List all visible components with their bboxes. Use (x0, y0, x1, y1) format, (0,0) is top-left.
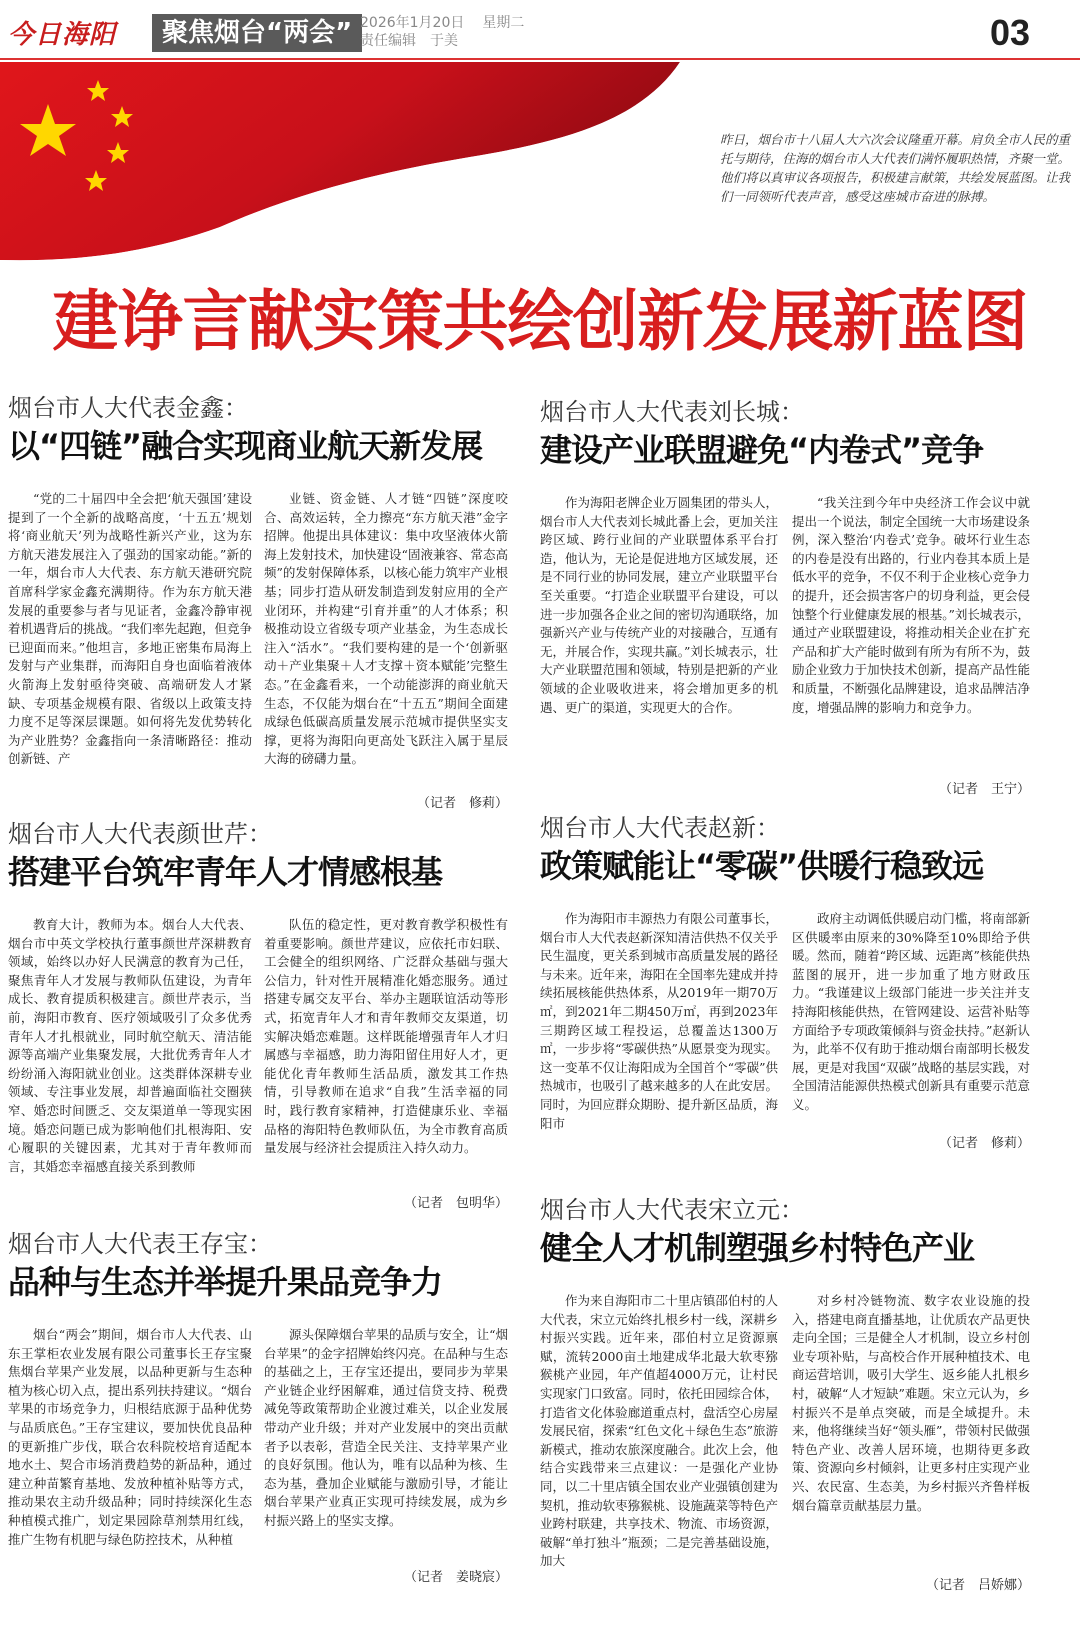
article-wang-cunbao (8, 1228, 508, 1585)
article-kicker: 烟台市人大代表刘长城： (540, 398, 804, 426)
article-column: “我关注到今年中央经济工作会议中就提出一个说法，制定全国统一大市场建设条例，深入整治‘内卷式’竞争。破坏行业生态的内卷是没有出路的，行业内卷其本质上是低水平的竞争，不仅不利于企业核心竞争力的提升，还会损害客户的切身利益，更会侵蚀整个行业健康发展的根基。”刘长城表示，通过产业联盟建设，将推动相关企业在扩充产品和扩大产能时做到有所为有所不为，鼓励企业致力于加快技术创新，提高产品性能和质量，不断强化品牌建设，追求品牌洁净度，增强品牌的影响力和竞争力。 (792, 495, 1030, 715)
masthead-rule (0, 58, 1080, 60)
article-byline: （记者 王宁） (938, 782, 1030, 797)
article-column: 烟台“两会”期间，烟台市人大代表、山东王掌柜农业发展有限公司董事长王存宝聚焦烟台苹果产业发展，以品种更新与生态种植为核心切入点，提出系列扶持建议。“烟台苹果的市场竞争力，归根结底源于品种优势与品质底色。”王存宝建议，要加快优良品种的更新推广步伐，联合农科院校培育适配本地水土、契合市场消费趋势的新品种，通过建立种苗繁育基地、发放种植补贴等方式，推动果农主动升级品种；同时持续深化生态种植模式推广，划定果园除草剂禁用红线，推广生物有机肥与绿色防控技术，从种植 (8, 1327, 252, 1547)
editor-credit: 责任编辑 于美 (360, 33, 458, 49)
article-zhao-xin (540, 812, 1030, 1151)
article-yan-shiqin (8, 818, 508, 1211)
article-jin-xin (8, 392, 508, 811)
article-title: 健全人才机制塑强乡村特色产业 (540, 1229, 975, 1267)
article-byline: （记者 姜晓宸） (403, 1570, 508, 1585)
article-column: 源头保障烟台苹果的品质与安全，让“烟台苹果”的金字招牌始终闪亮。在品种与生态的基础之上，王存宝还提出，要同步为苹果产业链企业纾困解难，通过信贷支持、税费减免等政策帮助企业渡过难关，以企业发展带动产业升级；并对产业发展中的突出贡献者予以表彰，营造全民关注、支持苹果产业的良好氛围。他认为，唯有以品种为核、生态为基，叠加企业赋能与激励引导，才能让烟台苹果产业真正实现可持续发展，成为乡村振兴路上的坚实支撑。 (264, 1327, 508, 1528)
article-column: 队伍的稳定性，更对教育教学积极性有着重要影响。颜世芹建议，应依托市妇联、工会健全的组织网络、广泛群众基础与强大公信力，针对性开展精准化婚恋服务。通过搭建专属交友平台、举办主题联谊活动等形式，拓宽青年人才和青年教师交友渠道，切实解决婚恋难题。这样既能增强青年人才归属感与幸福感，助力海阳留住用好人才，更能优化青年教师生活品质，激发其工作热情，引导教师在追求“自我”生活幸福的同时，践行教育家精神，打造健康乐业、幸福品格的海阳特色教师队伍，为全市教育高质量发展与经济社会提质注入持久动力。 (264, 917, 508, 1156)
section-tag: 聚焦烟台“两会” (152, 14, 362, 52)
article-liu-changcheng (540, 396, 1030, 797)
article-column: 作为海阳市丰源热力有限公司董事长，烟台市人大代表赵新深知清洁供热不仅关乎民生温度，更关系到城市高质量发展的路径与未来。近年来，海阳在全国率先建成并持续拓展核能供热体系，从2019年一期70万㎡，到2021年二期450万㎡，再到2023年三期跨区域工程投运，总覆盖达1300万㎡，一步步将“零碳供热”从愿景变为现实。这一变革不仅让海阳成为全国首个“零碳”供热城市，也吸引了越来越多的人在此安居。同时，为回应群众期盼、提升新区品质，海阳市 (540, 911, 778, 1131)
article-column: 政府主动调低供暖启动门槛，将南部新区供暖率由原来的30%降至10%即给予供暖。然而，随着“跨区域、远距离”核能供热蓝图的展开，进一步加重了地方财政压力。“我谨建议上级部门能进一步关注并支持海阳核能供热，在管网建设、运营补贴等方面给予专项政策倾斜与资金扶持。”赵新认为，此举不仅有助于推动烟台南部明长极发展，更是对我国“双碳”战略的基层实践，对全国清洁能源供热模式创新具有重要示范意义。 (792, 911, 1030, 1112)
article-byline: （记者 修莉） (938, 1136, 1030, 1151)
article-kicker: 烟台市人大代表颜世芹： (8, 820, 272, 848)
red-flag-graphic (0, 62, 700, 262)
article-title: 品种与生态并举提升果品竞争力 (8, 1263, 443, 1301)
article-song-liyuan (540, 1194, 1030, 1593)
article-column: 作为海阳老牌企业万圆集团的带头人，烟台市人大代表刘长城此番上会，更加关注跨区域、跨行业间的产业联盟体系平台打造，他认为，无论是促进地方区域发展，还是不同行业的协同发展，建立产业联盟平台至关重要。“打造企业联盟平台建设，可以进一步加强各企业之间的密切沟通联络，加强新兴产业与传统产业的对接融合，互通有无，并展合作，实现共赢。”刘长城表示，壮大产业联盟范围和领域，特别是把新的产业领域的企业吸收进来，将会增加更多的机遇、更广的渠道，实现更大的合作。 (540, 495, 778, 715)
masthead-meta (360, 14, 542, 50)
article-column: 教育大计，教师为本。烟台人大代表、烟台市中英文学校执行董事颜世芹深耕教育领域，始终以办好人民满意的教育为己任，聚焦青年人才发展与教师队伍建设，为青年成长、教育提质积极建言。颜世芹表示，当前，海阳市教育、医疗领域吸引了众多优秀青年人才扎根就业，同时航空航天、清洁能源等高端产业集聚发展，大批优秀青年人才纷纷涌入海阳就业创业。这类群体深耕专业领域、专注事业发展，却普遍面临社交圈狭窄、婚恋时间匮乏、交友渠道单一等现实困境。婚恋问题已成为影响他们扎根海阳、安心履职的关键因素，尤其对于青年教师而言，其婚恋幸福感直接关系到教师 (8, 917, 252, 1174)
article-kicker: 烟台市人大代表赵新： (540, 814, 780, 842)
article-title: 政策赋能让“零碳”供暖行稳致远 (540, 847, 984, 885)
issue-date: 2026年1月20日 (360, 15, 465, 31)
article-kicker: 烟台市人大代表王存宝： (8, 1230, 272, 1258)
page-number: 03 (990, 12, 1031, 53)
page-headline: 建诤言献实策共绘创新发展新蓝图 (52, 283, 1028, 360)
article-byline: （记者 修莉） (416, 796, 508, 811)
article-byline: （记者 包明华） (403, 1196, 508, 1211)
article-column: 业链、资金链、人才链“四链”深度咬合、高效运转，全力擦亮“东方航天港”金字招牌。他提出具体建议：集中攻坚液体火箭海上发射技术，加快建设“固液兼容、常态高频”的发射保障体系，以核心能力筑牢产业根基；同步打造从研发制造到发射应用的全产业闭环，并构建“引育并重”的人才体系；积极推动设立省级专项产业基金，为生态成长注入“活水”。“我们要构建的是一个‘创新驱动＋产业集聚＋人才支撑＋资本赋能’完整生态。”在金鑫看来，一个动能澎湃的商业航天生态，不仅能为烟台在“十五五”期间全面建成绿色低碳高质量发展示范城市提供坚实支撑，更将为海阳向更高处飞跃注入属于星辰大海的磅礴力量。 (264, 491, 508, 767)
article-column: 作为来自海阳市二十里店镇邵伯村的人大代表，宋立元始终扎根乡村一线，深耕乡村振兴实践。近年来，邵伯村立足资源禀赋，流转2000亩土地建成华北最大软枣猕猴桃产业园，年产值超4000万元，让村民实现家门口致富。同时，依托田园综合体，打造省文化体验廊道重点村，盘活空心房屋发展民宿，探索“红色文化＋绿色生态”旅游新模式，推动农旅深度融合。此次上会，他结合实践带来三点建议：一是强化产业协同，以二十里店镇全国农业产业强镇创建为契机，推动软枣猕猴桃、设施蔬菜等特色产业跨村联建，共享技术、物流、市场资源，破解“单打独斗”瓶颈；二是完善基础设施，加大 (540, 1293, 778, 1569)
article-byline: （记者 吕娇娜） (925, 1578, 1030, 1593)
article-title: 以“四链”融合实现商业航天新发展 (8, 427, 483, 465)
article-column: 对乡村冷链物流、数字农业设施的投入，搭建电商直播基地，让优质农产品更快走向全国；三是健全人才机制，设立乡村创业专项补贴，与高校合作开展种植技术、电商运营培训，吸引大学生、返乡能人扎根乡村，破解“人才短缺”难题。宋立元认为，乡村振兴不是单点突破，而是全域提升。未来，他将继续当好“领头雁”，带领村民做强特色产业、改善人居环境，也期待更多政策、资源向乡村倾斜，让更多村庄实现产业兴、农民富、生态美，为乡村振兴齐鲁样板烟台篇章贡献基层力量。 (792, 1293, 1030, 1513)
article-column: “党的二十届四中全会把‘航天强国’建设提到了一个全新的战略高度，‘十五五’规划将‘商业航天’列为战略性新兴产业，这为东方航天港发展注入了强劲的国家动能。”新的一年，烟台市人大代表、东方航天港研究院首席科学家金鑫充满期待。作为东方航天港发展的重要参与者与见证者，金鑫冷静审视着机遇背后的挑战。“我们率先起跑，但竞争已迎面而来。”他坦言，多地正密集布局海上发射与产业集群，而海阳自身也面临着液体火箭海上发射亟待突破、高端研发人才紧缺、专项基金规模有限、省级以上政策支持力度不足等深层课题。如何将先发优势转化为产业胜势？金鑫指向一条清晰路径：推动创新链、产 (8, 491, 252, 767)
issue-weekday: 星期二 (482, 15, 525, 31)
article-title: 建设产业联盟避免“内卷式”竞争 (540, 431, 984, 469)
intro-paragraph: 昨日，烟台市十八届人大六次会议隆重开幕。肩负全市人民的重托与期待，住海的烟台市人大代表们满怀履职热情，齐聚一堂。他们将以真审议各项报告，积极建言献策，共绘发展蓝图。让我们一同领听代表声音，感受这座城市奋进的脉搏。 (720, 132, 1071, 204)
article-kicker: 烟台市人大代表宋立元： (540, 1196, 804, 1224)
masthead-logo: 今日海阳 (8, 20, 117, 50)
article-title: 搭建平台筑牢青年人才情感根基 (8, 853, 443, 891)
article-kicker: 烟台市人大代表金鑫： (8, 394, 248, 422)
